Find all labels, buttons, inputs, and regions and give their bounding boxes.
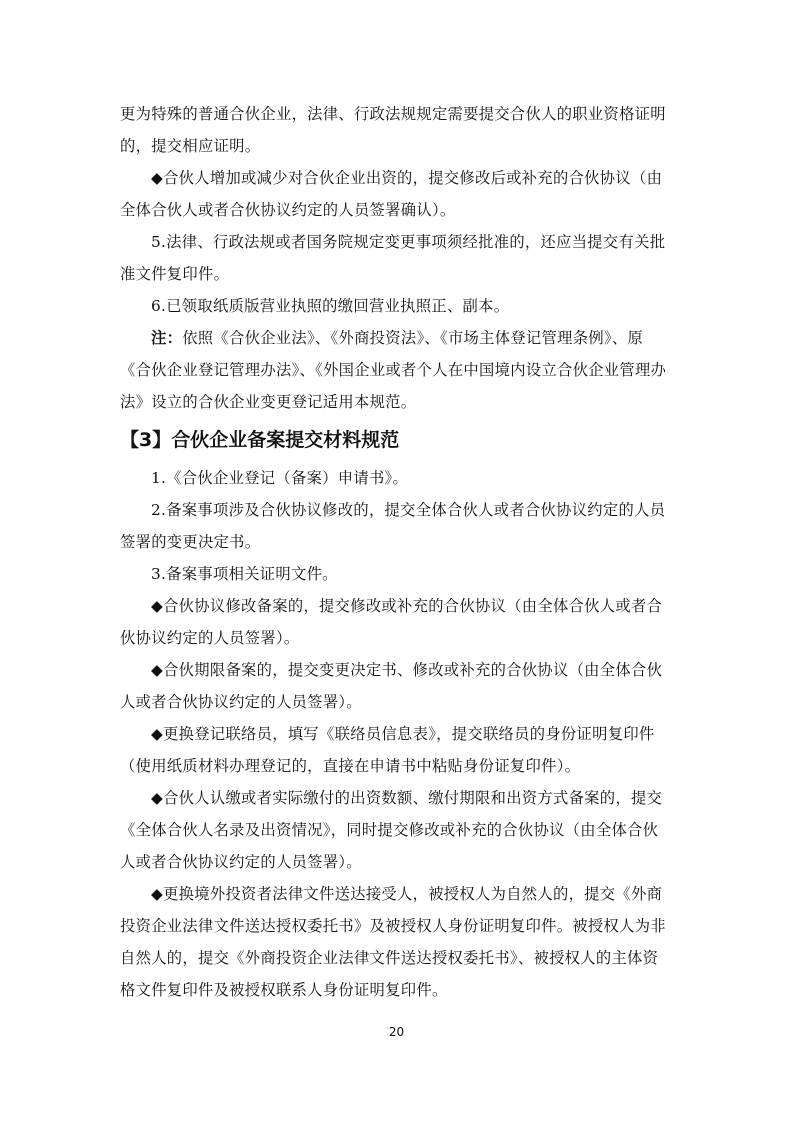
list-item-application-form: 1.《合伙企业登记（备案）申请书》。	[151, 469, 409, 487]
list-item-service-agent-change: ◆更换境外投资者法律文件送达接受人，被授权人为自然人的，提交《外商投资企业法律文件送达授权委托书》及被授权人身份证明复印件。被授权人为非自然人的，提交《外商投资企业法律文件送达授权委托书》、被授权人的主体资格文件复印件及被授权联系人身份证明复印件。	[120, 885, 666, 999]
list-item-contribution-filing: ◆合伙人认缴或者实际缴付的出资数额、缴付期限和出资方式备案的，提交《全体合伙人名录及出资情况》，同时提交修改或补充的合伙协议（由全体合伙人或者合伙协议约定的人员签署）。	[120, 789, 663, 871]
note-text: 依照《合伙企业法》、《外商投资法》、《市场主体登记管理条例》、原《合伙企业登记管理办法》、《外国企业或者个人在中国境内设立合伙企业管理办法》设立的合伙企业变更登记适用本规范。	[120, 329, 667, 411]
paragraph-return-license: 6.已领取纸质版营业执照的缴回营业执照正、副本。	[151, 297, 510, 315]
list-item-proof-docs: 3.备案事项相关证明文件。	[151, 565, 338, 583]
paragraph-approval-docs: 5.法律、行政法规或者国务院规定变更事项须经批准的，还应当提交有关批准文件复印件。	[120, 233, 666, 283]
paragraph-qualification: 更为特殊的普通合伙企业，法律、行政法规规定需要提交合伙人的职业资格证明的，提交相应证明。	[120, 105, 666, 155]
list-item-liaison-change: ◆更换登记联络员，填写《联络员信息表》，提交联络员的身份证明复印件（使用纸质材料办理登记的，直接在申请书中粘贴身份证复印件）。	[120, 725, 655, 775]
list-item-agreement-filing: ◆合伙协议修改备案的，提交修改或补充的合伙协议（由全体合伙人或者合伙协议约定的人员签署）。	[120, 597, 663, 647]
section-heading: 【3】合伙企业备案提交材料规范	[120, 429, 400, 451]
paragraph-capital-change: ◆合伙人增加或减少对合伙企业出资的，提交修改后或补充的合伙协议（由全体合伙人或者合伙协议约定的人员签署确认）。	[120, 169, 663, 219]
note-label: 注：	[151, 329, 183, 347]
list-item-change-decision: 2.备案事项涉及合伙协议修改的，提交全体合伙人或者合伙协议约定的人员签署的变更决定书。	[120, 501, 666, 551]
page-number: 20	[388, 1025, 405, 1039]
list-item-term-filing: ◆合伙期限备案的，提交变更决定书、修改或补充的合伙协议（由全体合伙人或者合伙协议约定的人员签署）。	[120, 661, 663, 711]
note-paragraph	[120, 322, 673, 418]
